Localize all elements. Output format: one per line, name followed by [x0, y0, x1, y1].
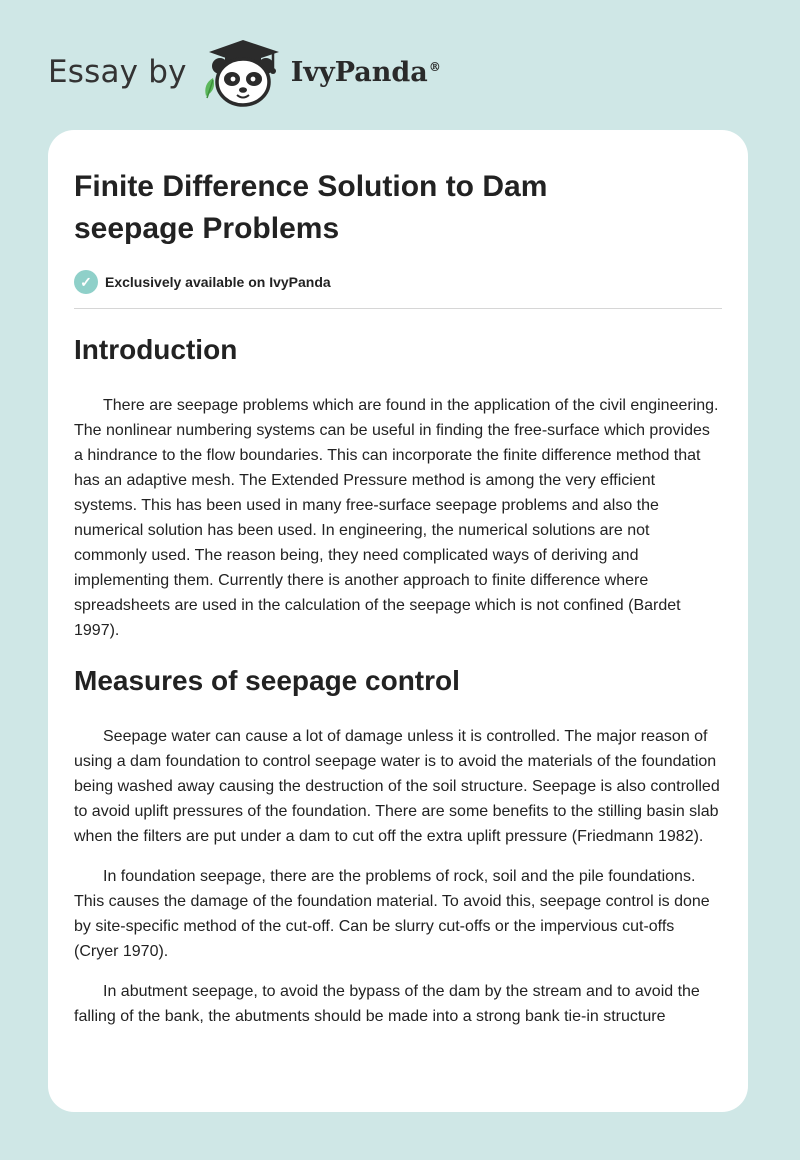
ivypanda-logo[interactable] [199, 36, 441, 108]
brand-name: IvyPanda® [290, 56, 441, 88]
essay-card [48, 130, 748, 1112]
panda-mascot-icon [199, 36, 287, 108]
site-header [48, 34, 441, 110]
registered-mark: ® [428, 59, 441, 74]
essay-by-label: Essay by [48, 54, 187, 90]
section-heading-measures: Measures of seepage control [74, 665, 460, 696]
exclusive-badge [74, 270, 722, 309]
exclusive-badge-text: Exclusively available on IvyPanda [105, 274, 331, 290]
paragraph: There are seepage problems which are found in the application of the civil engineering. The nonlinear numbering systems can be useful in finding the free-surface which provides a hindrance to the flow boundaries. This can incorporate the finite difference method that has an adaptive mesh. The Extended Pressure method is among the very efficient systems. This has been used in many free-surface seepage problems and also the numerical solution has been used. In engineering, the numerical solutions are not commonly used. The reason being, they need complicated ways of deriving and implementing them. Currently there is another approach to finite difference where spreadsheets are used in the calculation of the seepage which is not confined (Bardet 1997). [74, 397, 719, 639]
paragraph: In abutment seepage, to avoid the bypass of the dam by the stream and to avoid the falling of the bank, the abutments should be made into a strong bank tie-in structure [74, 983, 700, 1025]
section-heading-introduction: Introduction [74, 334, 238, 365]
check-icon: ✓ [74, 270, 98, 294]
paragraph: In foundation seepage, there are the problems of rock, soil and the pile foundations. This causes the damage of the foundation material. To avoid this, seepage control is done by site-specific method of the cut-off. Can be slurry cut-offs or the impervious cut-offs (Cryer 1970). [74, 868, 710, 960]
essay-title: Finite Difference Solution to Dam seepage Problems [74, 170, 548, 245]
paragraph: Seepage water can cause a lot of damage unless it is controlled. The major reason of using a dam foundation to control seepage water is to avoid the materials of the foundation being washed away causing the destruction of the soil structure. Seepage is also controlled to avoid uplift pressures of the foundation. There are some benefits to the stilling basin slab when the filters are put under a dam to cut off the extra uplift pressure (Friedmann 1982). [74, 728, 720, 845]
